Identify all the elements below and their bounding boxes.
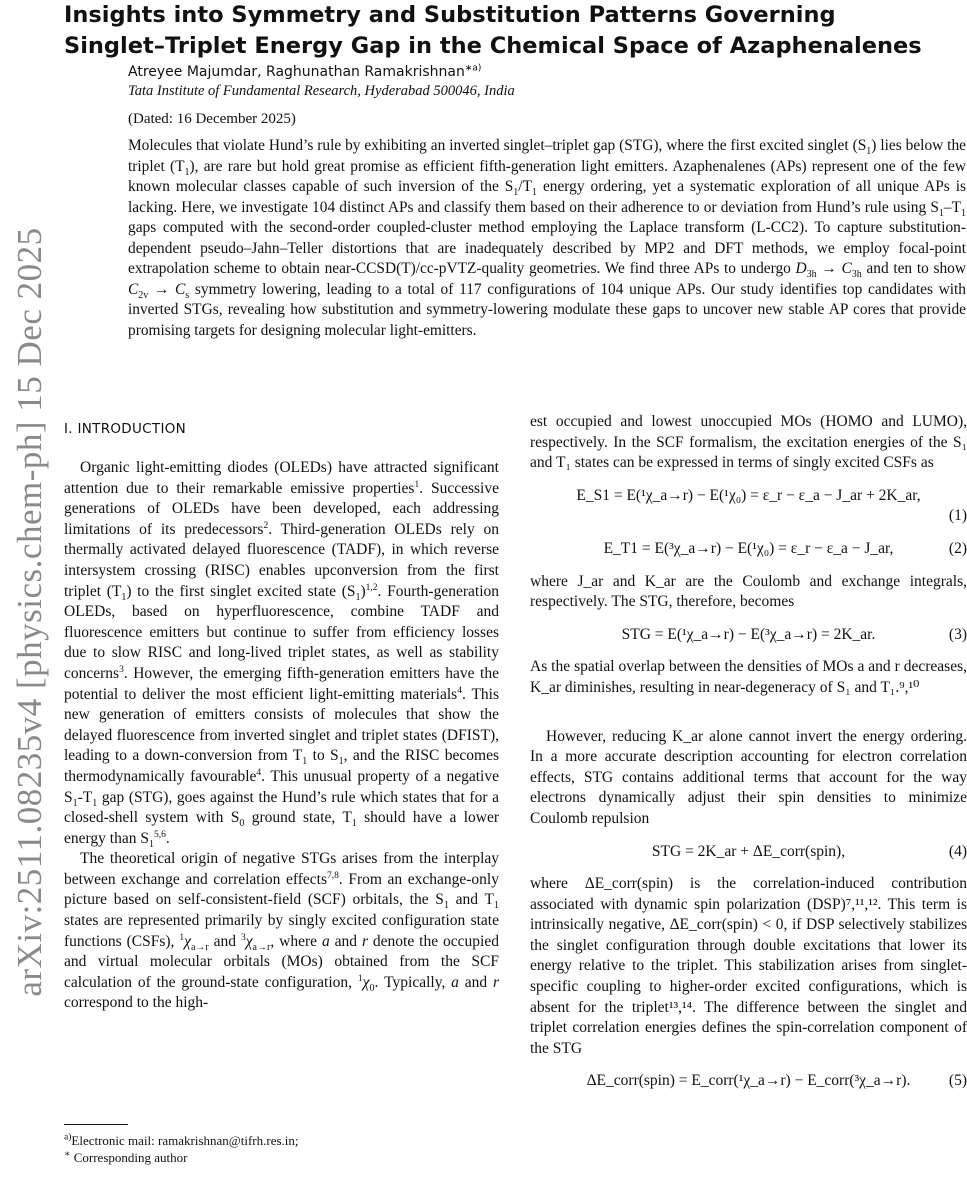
right-paragraph-5: where ΔE_corr(spin) is the correlation-induced contribution associated with dynamic spin polarization (DSP)⁷,¹¹,¹². This term is intrinsically negative, ΔE_corr(spin) < 0, if DSP selectively stabilizes the singlet configuration through double excitations that lower its energy relative to the triplet. This stabilization arises from singlet-specific coupling to higher-order excited configurations, which is absent for the triplet¹³,¹⁴. The difference between the singlet and triplet correlation energies defines the spin-correlation component of the STG [530,875,967,1057]
author-list [128,64,481,80]
paper-title [64,0,954,62]
title-line-1: Insights into Symmetry and Substitution Patterns Governing [64,2,836,28]
footnote-email: $^{a)}$Electronic mail: ramakrishnan@tifrh.res.in; [64,1132,299,1148]
equation-4-number: (4) [948,842,967,860]
equation-1 [530,486,967,527]
equation-4-body: STG = 2K_ar + ΔE_corr(spin), [651,842,846,860]
affiliation: Tata Institute of Fundamental Research, Hyderabad 500046, India [128,83,515,99]
equation-1-body: E_S1 = E(¹χ_a→r) − E(¹χ₀) = ε_r − ε_a − J_ar + 2K_ar, [576,486,921,504]
right-paragraph-4: However, reducing K_ar alone cannot invert the energy ordering. In a more accurate description accounting for electron correlation effects, STG contains additional terms that account for the way electrons dynamically adjust their spin densities to minimize Coulomb repulsion [530,727,967,827]
right-column [530,412,967,1104]
arxiv-stamp [0,0,60,1200]
right-paragraph-2: where J_ar and K_ar are the Coulomb and exchange integrals, respectively. The STG, therefore, becomes [530,572,967,611]
footnote-corresponding: ∗ Corresponding author [64,1149,188,1165]
equation-2-number: (2) [948,539,967,557]
right-paragraph-3: As the spatial overlap between the densities of MOs a and r decreases, K_ar diminishes, resulting in near-degeneracy of S₁ and T₁.⁹,¹⁰ [530,658,967,696]
intro-paragraph-1: Organic light-emitting diodes (OLEDs) have attracted significant attention due to their remarkable emissive properties$^1$. Successive generations of OLEDs have been developed, each addressing limitations of its predecessors$^2$. Third-generation OLEDs rely on thermally activated delayed fluorescence (TADF), in which reverse intersystem crossing (RISC) enables upconversion from the first triplet $(T_1)$ to the first singlet excited state $(S_1)^{1,2}$. Fourth-generation OLEDs, based on hyperfluorescence, combine TADF and fluorescence emitters but continue to suffer from efficiency losses due to slow RISC and long-lived triplet states, as well as stability concerns$^3$. However, the emerging fifth-generation emitters have the potential to deliver the most efficient light-emitting materials$^4$. This new generation of emitters consists of molecules that show the delayed fluorescence from inverted singlet and triplet states (DFIST), leading to a down-conversion from $T_1$ to $S_1$, and the RISC becomes thermodynamically favourable$^4$. This unusual property of a negative $S_1-T_1$ gap (STG), goes against the Hund’s rule which states that for a closed-shell system with $S_0$ ground state, $T_1$ should have a lower energy than $S_1^{5,6}$. [64,459,499,850]
author-names: Atreyee Majumdar, Raghunathan Ramakrishnan [128,64,465,80]
author-mark: ∗a) [464,63,482,74]
equation-3 [530,625,967,646]
equation-5 [530,1071,967,1092]
title-line-2: Singlet–Triplet Energy Gap in the Chemical Space of Azaphenalenes [64,33,922,59]
footnote-rule [64,1124,128,1125]
date-line: (Dated: 16 December 2025) [128,111,296,127]
right-paragraph-1: est occupied and lowest unoccupied MOs (HOMO and LUMO), respectively. In the SCF formalism, the excitation energies of the S₁ and T₁ states can be expressed in terms of singly excited CSFs as [530,413,967,472]
equation-4 [530,842,967,863]
equation-3-body: STG = E(¹χ_a→r) − E(³χ_a→r) = 2K_ar. [621,625,876,643]
section-heading: I. INTRODUCTION [64,421,187,437]
equation-2 [530,539,967,560]
equation-5-number: (5) [948,1072,967,1090]
equation-2-body: E_T1 = E(³χ_a→r) − E(¹χ₀) = ε_r − ε_a − J_ar, [603,539,894,557]
equation-5-body: ΔE_corr(spin) = E_corr(¹χ_a→r) − E_corr(³χ_a→r). [586,1072,911,1090]
intro-paragraph-2: The theoretical origin of negative STGs arises from the interplay between exchange and correlation effects$^{7,8}$. From an exchange-only picture based on self-consistent-field (SCF) orbitals, the $S_1$ and $T_1$ states are represented primarily by singly excited configuration state functions (CSFs), $^1\chi_{a\to r}$ and $^3\chi_{a\to r}$, where a and r denote the occupied and virtual molecular orbitals (MOs) obtained from the SCF calculation of the ground-state configuration, $^1\chi_0$. Typically, a and r correspond to the high- [64,850,499,1012]
left-column [64,410,499,1014]
equation-1-number: (1) [948,507,967,525]
footnotes [64,1132,494,1166]
abstract: Molecules that violate Hund’s rule by exhibiting an inverted singlet–triplet gap (STG), where the first excited singlet $(S_1)$ lies below the triplet $(T_1)$, are rare but hold great promise as efficient fifth-generation light emitters. Azaphenalenes (APs) represent one of the few known molecular classes capable of such inversion of the $S_1/T_1$ energy ordering, yet a systematic exploration of all unique APs is lacking. Here, we investigate 104 distinct APs and classify them based on their adherence to or deviation from Hund’s rule using $S_1-T_1$ gaps computed with the second-order coupled-cluster method employing the Laplace transform (L-CC2). To capture substitution-dependent pseudo–Jahn–Teller distortions that are inadequately described by MP2 and DFT methods, we employ focal-point extrapolation scheme to obtain near-CCSD(T)/cc-pVTZ-quality geometries. We find three APs to undergo $D_{3h} \to C_{3h}$ and ten to show $C_{2v} \to C_s$ symmetry lowering, leading to a total of 117 configurations of 104 unique APs. Our study identifies top candidates with inverted STGs, revealing how substitution and symmetry-lowering modulate these gaps to uncover new stable AP cores that provide promising targets for designing molecular light-emitters. [128,137,966,339]
arxiv-identifier: arXiv:2511.08235v4 [physics.chem-ph] 15 Dec 2025 [10,227,49,997]
equation-3-number: (3) [948,625,967,643]
